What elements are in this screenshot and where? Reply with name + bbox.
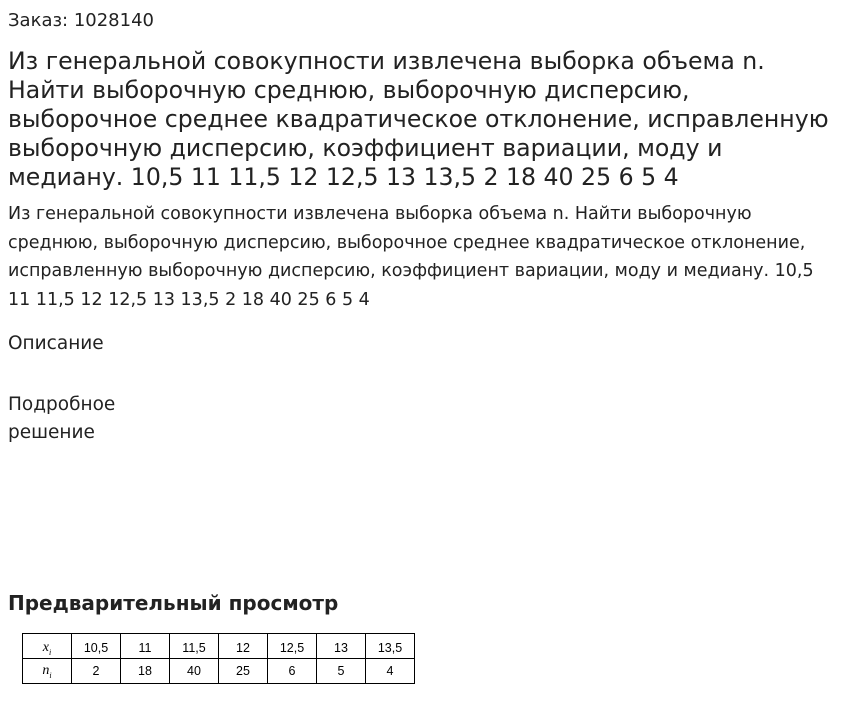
variation-series-table (22, 633, 415, 684)
preview-table-wrapper (22, 633, 415, 684)
x-cell: 13,5 (366, 634, 415, 659)
detailed-solution-label: Подробное решение (8, 394, 116, 443)
x-cell: 13 (317, 634, 366, 659)
n-cell: 25 (219, 659, 268, 684)
preview-heading: Предварительный просмотр (8, 591, 339, 615)
n-subscript: i (49, 670, 52, 680)
order-number: Заказ: 1028140 (8, 10, 154, 31)
n-symbol: n (42, 662, 50, 678)
x-cell: 12 (219, 634, 268, 659)
problem-title: Из генеральной совокупности извлечена выборка объема n. Найти выборочную среднюю, выборочную дисперсию, выборочное среднее квадратическое отклонение, исправленную выборочную дисперсию, коэффициент вариации, моду и медиану. 10,5 11 11,5 12 12,5 13 13,5 2 18 40 25 6 5 4 (8, 47, 829, 191)
x-cell: 10,5 (72, 634, 121, 659)
x-cell: 11,5 (170, 634, 219, 659)
n-cell: 40 (170, 659, 219, 684)
x-subscript: i (48, 647, 52, 657)
x-cell: 12,5 (268, 634, 317, 659)
x-symbol: x (42, 639, 49, 655)
x-row-header (23, 634, 72, 659)
description-label: Описание (8, 333, 104, 354)
n-cell: 5 (317, 659, 366, 684)
n-cell: 18 (121, 659, 170, 684)
problem-description: Из генеральной совокупности извлечена выборка объема n. Найти выборочную среднюю, выборочную дисперсию, выборочное среднее квадратическое отклонение, исправленную выборочную дисперсию, коэффициент вариации, моду и медиану. 10,5 11 11,5 12 12,5 13 13,5 2 18 40 25 6 5 4 (8, 204, 814, 310)
table-row-n (23, 659, 415, 684)
table-row-x (23, 634, 415, 659)
n-cell: 4 (366, 659, 415, 684)
n-cell: 6 (268, 659, 317, 684)
x-cell: 11 (121, 634, 170, 659)
n-cell: 2 (72, 659, 121, 684)
n-row-header (23, 659, 72, 684)
